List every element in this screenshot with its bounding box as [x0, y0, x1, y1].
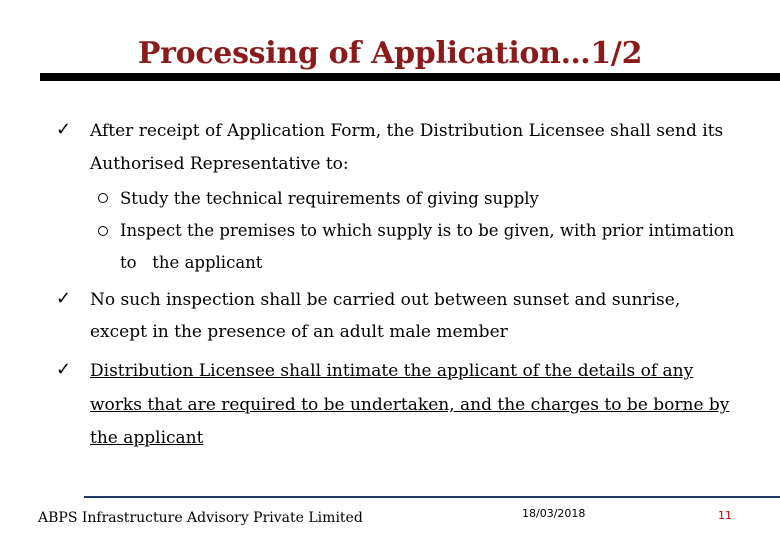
circle-bullet-icon [98, 193, 108, 203]
bullet-2-line-1: No such inspection shall be carried out between sunset and sunrise, [90, 290, 681, 310]
bullet-1-line-1: After receipt of Application Form, the Distribution Licensee shall send its [90, 121, 724, 141]
check-icon: ✓ [56, 288, 72, 309]
subitem-1: Study the technical requirements of giving supply [120, 189, 539, 208]
slide-title: Processing of Application…1/2 [137, 36, 643, 71]
bullet-3-line-3: the applicant [90, 428, 204, 448]
footer-date: 18/03/2018 [522, 507, 586, 520]
footer-divider [84, 496, 780, 498]
bullet-2-line-2: except in the presence of an adult male member [90, 322, 508, 342]
bullet-1-line-2: Authorised Representative to: [90, 154, 349, 174]
footer-company: ABPS Infrastructure Advisory Private Limited [38, 510, 363, 526]
bullet-3-line-1: Distribution Licensee shall intimate the applicant of the details of any [90, 361, 694, 381]
check-icon: ✓ [56, 119, 72, 140]
title-divider [40, 73, 780, 81]
circle-bullet-icon [98, 226, 108, 236]
subitem-2-line-1: Inspect the premises to which supply is to be given, with prior intimation [120, 221, 735, 240]
page-number: 11 [718, 509, 732, 522]
check-icon: ✓ [56, 359, 72, 380]
subitem-2-line-2: to the applicant [120, 253, 263, 272]
bullet-3-line-2: works that are required to be undertaken, and the charges to be borne by [90, 395, 730, 415]
